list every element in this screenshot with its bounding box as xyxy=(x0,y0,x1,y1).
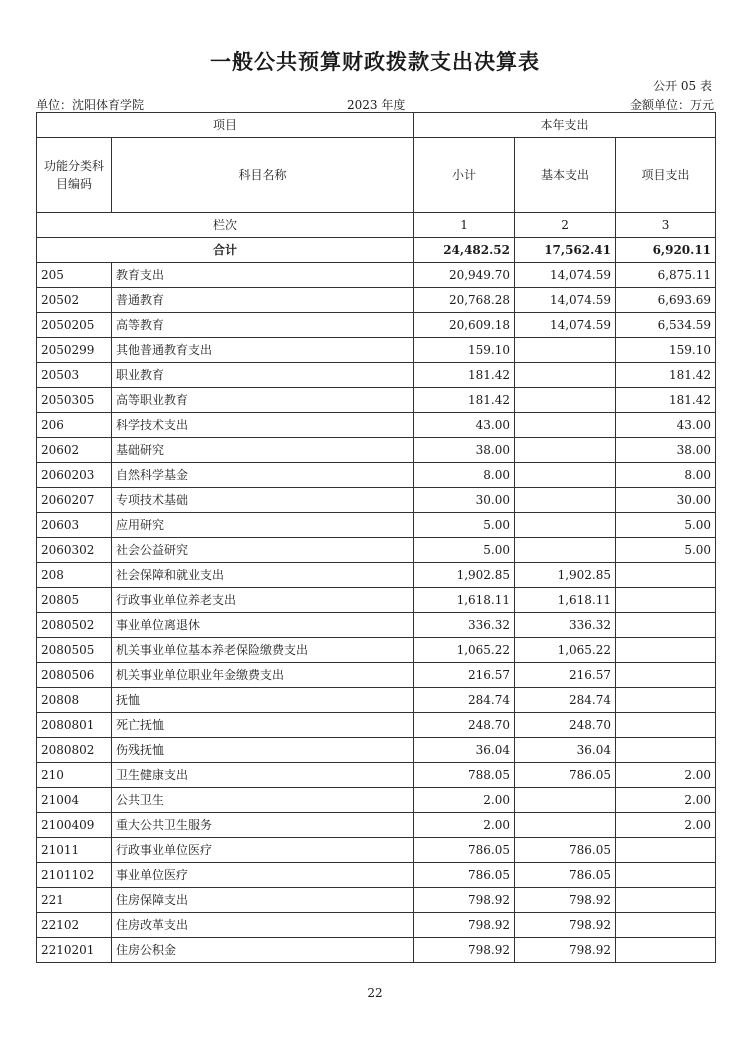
table-row xyxy=(37,863,716,888)
basic-cell: 798.92 xyxy=(515,938,616,963)
header-project: 项目支出 xyxy=(616,138,716,213)
subtotal-cell: 5.00 xyxy=(414,513,515,538)
name-cell: 住房保障支出 xyxy=(112,888,414,913)
subtotal-cell: 2.00 xyxy=(414,813,515,838)
code-cell: 20602 xyxy=(37,438,112,463)
header-func-code: 功能分类科目编码 xyxy=(37,138,112,213)
name-cell: 行政事业单位医疗 xyxy=(112,838,414,863)
code-cell: 2210201 xyxy=(37,938,112,963)
project-cell xyxy=(616,838,716,863)
project-cell: 2.00 xyxy=(616,813,716,838)
subtotal-cell: 2.00 xyxy=(414,788,515,813)
total-row xyxy=(37,238,716,263)
table-row xyxy=(37,413,716,438)
meta-row xyxy=(36,96,714,112)
total-label: 合计 xyxy=(37,238,414,263)
subtotal-cell: 798.92 xyxy=(414,938,515,963)
name-cell: 机关事业单位基本养老保险缴费支出 xyxy=(112,638,414,663)
name-cell: 高等教育 xyxy=(112,313,414,338)
table-row xyxy=(37,438,716,463)
code-cell: 20808 xyxy=(37,688,112,713)
header-basic: 基本支出 xyxy=(515,138,616,213)
table-row xyxy=(37,488,716,513)
basic-cell xyxy=(515,513,616,538)
code-cell: 2080506 xyxy=(37,663,112,688)
project-cell xyxy=(616,688,716,713)
total-basic: 17,562.41 xyxy=(515,238,616,263)
project-cell: 159.10 xyxy=(616,338,716,363)
name-cell: 事业单位离退休 xyxy=(112,613,414,638)
code-cell: 2080502 xyxy=(37,613,112,638)
basic-cell: 36.04 xyxy=(515,738,616,763)
basic-cell xyxy=(515,538,616,563)
code-cell: 2050299 xyxy=(37,338,112,363)
project-cell: 6,534.59 xyxy=(616,313,716,338)
year-label: 2023 年度 xyxy=(347,98,406,112)
name-cell: 抚恤 xyxy=(112,688,414,713)
project-cell: 38.00 xyxy=(616,438,716,463)
basic-cell: 786.05 xyxy=(515,838,616,863)
header-current-year: 本年支出 xyxy=(414,113,716,138)
code-cell: 2080801 xyxy=(37,713,112,738)
subtotal-cell: 36.04 xyxy=(414,738,515,763)
table-row xyxy=(37,638,716,663)
subtotal-cell: 786.05 xyxy=(414,863,515,888)
header-subtotal: 小计 xyxy=(414,138,515,213)
code-cell: 2050205 xyxy=(37,313,112,338)
name-cell: 住房改革支出 xyxy=(112,913,414,938)
project-cell xyxy=(616,888,716,913)
page-title: 一般公共预算财政拨款支出决算表 xyxy=(210,50,540,74)
project-cell: 6,693.69 xyxy=(616,288,716,313)
code-cell: 221 xyxy=(37,888,112,913)
subtotal-cell: 43.00 xyxy=(414,413,515,438)
project-cell: 30.00 xyxy=(616,488,716,513)
project-cell: 43.00 xyxy=(616,413,716,438)
column-number-2: 2 xyxy=(515,213,616,238)
name-cell: 社会保障和就业支出 xyxy=(112,563,414,588)
basic-cell xyxy=(515,388,616,413)
name-cell: 应用研究 xyxy=(112,513,414,538)
basic-cell: 1,902.85 xyxy=(515,563,616,588)
project-cell xyxy=(616,913,716,938)
column-number-3: 3 xyxy=(616,213,716,238)
code-cell: 20805 xyxy=(37,588,112,613)
code-cell: 2060203 xyxy=(37,463,112,488)
basic-cell: 248.70 xyxy=(515,713,616,738)
subtotal-cell: 788.05 xyxy=(414,763,515,788)
table-row xyxy=(37,313,716,338)
basic-cell xyxy=(515,463,616,488)
subtotal-cell: 216.57 xyxy=(414,663,515,688)
basic-cell xyxy=(515,363,616,388)
project-cell: 5.00 xyxy=(616,513,716,538)
name-cell: 公共卫生 xyxy=(112,788,414,813)
project-cell: 2.00 xyxy=(616,763,716,788)
subtotal-cell: 38.00 xyxy=(414,438,515,463)
header-row-1 xyxy=(37,113,716,138)
project-cell xyxy=(616,738,716,763)
basic-cell: 14,074.59 xyxy=(515,263,616,288)
table-row xyxy=(37,788,716,813)
basic-cell xyxy=(515,488,616,513)
code-cell: 21011 xyxy=(37,838,112,863)
project-cell xyxy=(616,938,716,963)
table-row xyxy=(37,388,716,413)
project-cell xyxy=(616,563,716,588)
name-cell: 科学技术支出 xyxy=(112,413,414,438)
subtotal-cell: 1,902.85 xyxy=(414,563,515,588)
header-item: 项目 xyxy=(37,113,414,138)
subtotal-cell: 8.00 xyxy=(414,463,515,488)
name-cell: 专项技术基础 xyxy=(112,488,414,513)
basic-cell: 14,074.59 xyxy=(515,313,616,338)
subtotal-cell: 30.00 xyxy=(414,488,515,513)
subtotal-cell: 336.32 xyxy=(414,613,515,638)
code-cell: 20502 xyxy=(37,288,112,313)
name-cell: 行政事业单位养老支出 xyxy=(112,588,414,613)
basic-cell xyxy=(515,338,616,363)
name-cell: 重大公共卫生服务 xyxy=(112,813,414,838)
column-number-row xyxy=(37,213,716,238)
header-row-2 xyxy=(37,138,716,213)
subtotal-cell: 20,949.70 xyxy=(414,263,515,288)
page-number: 22 xyxy=(367,986,383,1000)
basic-cell: 798.92 xyxy=(515,888,616,913)
table-row xyxy=(37,288,716,313)
name-cell: 伤残抚恤 xyxy=(112,738,414,763)
basic-cell: 1,065.22 xyxy=(515,638,616,663)
basic-cell xyxy=(515,813,616,838)
project-cell: 2.00 xyxy=(616,788,716,813)
subtotal-cell: 798.92 xyxy=(414,913,515,938)
code-cell: 21004 xyxy=(37,788,112,813)
code-cell: 208 xyxy=(37,563,112,588)
table-row xyxy=(37,363,716,388)
name-cell: 其他普通教育支出 xyxy=(112,338,414,363)
basic-cell: 284.74 xyxy=(515,688,616,713)
basic-cell xyxy=(515,438,616,463)
table-row xyxy=(37,913,716,938)
form-number: 公开 05 表 xyxy=(653,79,712,93)
table-row xyxy=(37,538,716,563)
basic-cell: 1,618.11 xyxy=(515,588,616,613)
subtotal-cell: 284.74 xyxy=(414,688,515,713)
basic-cell: 14,074.59 xyxy=(515,288,616,313)
subtotal-cell: 798.92 xyxy=(414,888,515,913)
name-cell: 职业教育 xyxy=(112,363,414,388)
table-row xyxy=(37,688,716,713)
project-cell xyxy=(616,588,716,613)
code-cell: 22102 xyxy=(37,913,112,938)
name-cell: 自然科学基金 xyxy=(112,463,414,488)
basic-cell xyxy=(515,788,616,813)
table-row xyxy=(37,588,716,613)
project-cell xyxy=(616,638,716,663)
code-cell: 205 xyxy=(37,263,112,288)
name-cell: 社会公益研究 xyxy=(112,538,414,563)
table-row xyxy=(37,838,716,863)
subtotal-cell: 786.05 xyxy=(414,838,515,863)
subtotal-cell: 1,065.22 xyxy=(414,638,515,663)
column-number-1: 1 xyxy=(414,213,515,238)
code-cell: 210 xyxy=(37,763,112,788)
code-cell: 2101102 xyxy=(37,863,112,888)
table-row xyxy=(37,563,716,588)
code-cell: 20503 xyxy=(37,363,112,388)
subtotal-cell: 159.10 xyxy=(414,338,515,363)
total-subtotal: 24,482.52 xyxy=(414,238,515,263)
basic-cell: 336.32 xyxy=(515,613,616,638)
subtotal-cell: 20,768.28 xyxy=(414,288,515,313)
subtotal-cell: 181.42 xyxy=(414,388,515,413)
code-cell: 2100409 xyxy=(37,813,112,838)
basic-cell: 786.05 xyxy=(515,763,616,788)
table-row xyxy=(37,263,716,288)
name-cell: 基础研究 xyxy=(112,438,414,463)
column-number-label: 栏次 xyxy=(37,213,414,238)
project-cell: 5.00 xyxy=(616,538,716,563)
subtotal-cell: 248.70 xyxy=(414,713,515,738)
table-row xyxy=(37,713,716,738)
table-row xyxy=(37,813,716,838)
name-cell: 普通教育 xyxy=(112,288,414,313)
total-project: 6,920.11 xyxy=(616,238,716,263)
table-row xyxy=(37,738,716,763)
subtotal-cell: 20,609.18 xyxy=(414,313,515,338)
table-row xyxy=(37,613,716,638)
table-row xyxy=(37,513,716,538)
code-cell: 2060207 xyxy=(37,488,112,513)
expenditure-table xyxy=(36,112,716,963)
project-cell xyxy=(616,863,716,888)
table-row xyxy=(37,938,716,963)
name-cell: 教育支出 xyxy=(112,263,414,288)
name-cell: 高等职业教育 xyxy=(112,388,414,413)
project-cell: 6,875.11 xyxy=(616,263,716,288)
code-cell: 2080802 xyxy=(37,738,112,763)
name-cell: 事业单位医疗 xyxy=(112,863,414,888)
unit-label: 单位：沈阳体育学院 xyxy=(36,98,145,112)
table-row xyxy=(37,888,716,913)
project-cell xyxy=(616,663,716,688)
basic-cell: 216.57 xyxy=(515,663,616,688)
name-cell: 机关事业单位职业年金缴费支出 xyxy=(112,663,414,688)
table-row xyxy=(37,763,716,788)
project-cell: 181.42 xyxy=(616,388,716,413)
code-cell: 2050305 xyxy=(37,388,112,413)
basic-cell xyxy=(515,413,616,438)
table-row xyxy=(37,338,716,363)
code-cell: 2060302 xyxy=(37,538,112,563)
code-cell: 20603 xyxy=(37,513,112,538)
name-cell: 卫生健康支出 xyxy=(112,763,414,788)
table-row xyxy=(37,463,716,488)
name-cell: 住房公积金 xyxy=(112,938,414,963)
name-cell: 死亡抚恤 xyxy=(112,713,414,738)
project-cell: 181.42 xyxy=(616,363,716,388)
currency-label: 金额单位：万元 xyxy=(629,98,714,112)
basic-cell: 786.05 xyxy=(515,863,616,888)
table-row xyxy=(37,663,716,688)
subtotal-cell: 5.00 xyxy=(414,538,515,563)
subtotal-cell: 1,618.11 xyxy=(414,588,515,613)
project-cell xyxy=(616,613,716,638)
code-cell: 206 xyxy=(37,413,112,438)
code-cell: 2080505 xyxy=(37,638,112,663)
project-cell: 8.00 xyxy=(616,463,716,488)
basic-cell: 798.92 xyxy=(515,913,616,938)
project-cell xyxy=(616,713,716,738)
subtotal-cell: 181.42 xyxy=(414,363,515,388)
header-subject-name: 科目名称 xyxy=(112,138,414,213)
